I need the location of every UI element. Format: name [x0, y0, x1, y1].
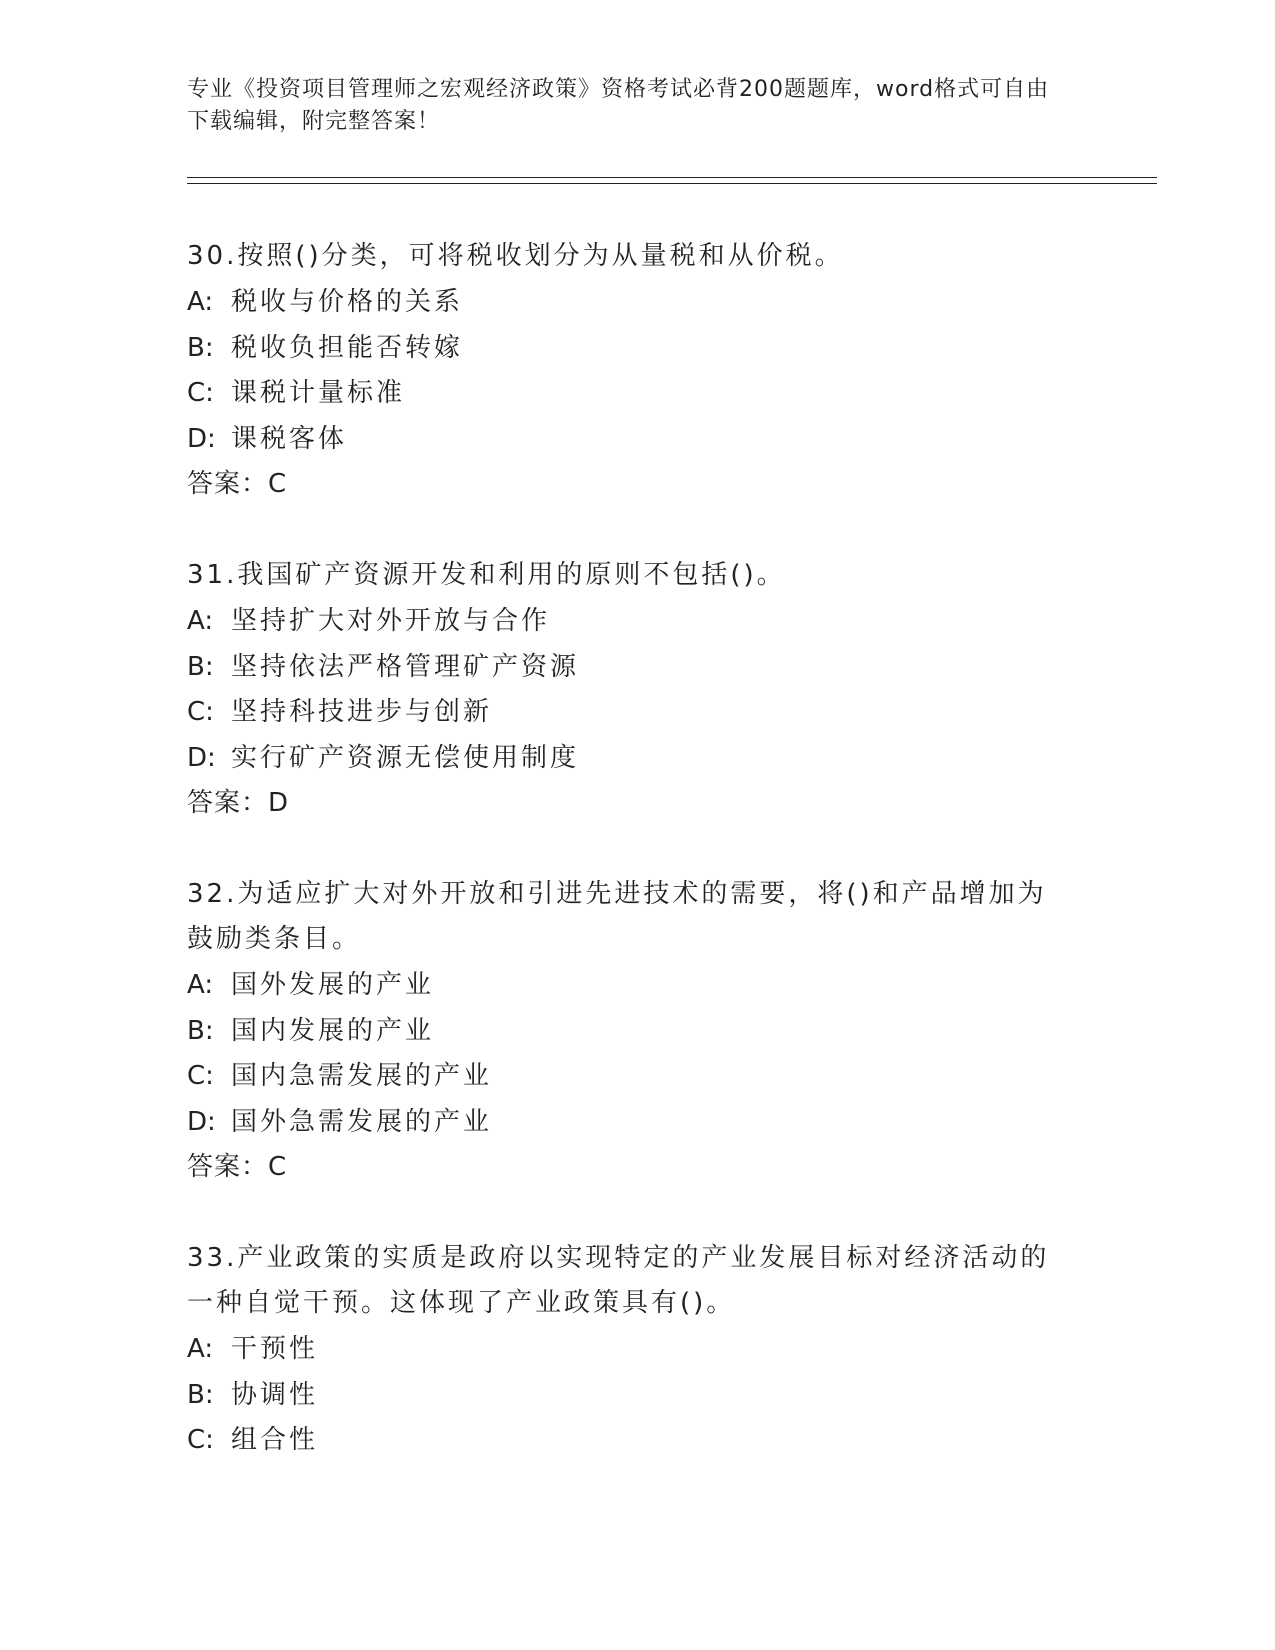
question-stem: 33.产业政策的实质是政府以实现特定的产业发展目标对经济活动的一种自觉干预。这体现了产业政策具有()。: [187, 1243, 1050, 1318]
option-key: C:: [187, 1061, 214, 1091]
question-stem: 32.为适应扩大对外开放和引进先进技术的需要，将()和产品增加为鼓励类条目。: [187, 879, 1047, 954]
option-text: 税收负担能否转嫁: [231, 332, 464, 363]
answer-line: 答案：C: [187, 1152, 288, 1182]
option-d: [187, 417, 1067, 463]
option-key: C:: [187, 1425, 214, 1455]
header-divider-bottom: [187, 183, 1157, 184]
question-stem: 31.我国矿产资源开发和利用的原则不包括()。: [187, 560, 786, 590]
answer-line: 答案：C: [187, 469, 288, 499]
option-text: 组合性: [231, 1425, 319, 1455]
option-a: [187, 280, 1067, 326]
answer-line: 答案：D: [187, 788, 290, 818]
option-b: [187, 326, 1067, 372]
option-key: B:: [187, 1015, 214, 1046]
option-key: A:: [187, 606, 214, 636]
option-c: [187, 1054, 1067, 1100]
question-33: [187, 1236, 1067, 1464]
option-text: 实行矿产资源无偿使用制度: [231, 742, 580, 773]
option-a: [187, 599, 1067, 645]
option-text: 国外急需发展的产业: [231, 1106, 493, 1137]
option-key: D:: [187, 742, 216, 773]
option-key: A:: [187, 1334, 214, 1364]
option-d: [187, 736, 1067, 782]
option-text: 协调性: [231, 1379, 319, 1410]
question-30: [187, 234, 1067, 507]
option-c: [187, 1418, 1067, 1464]
option-text: 国外发展的产业: [231, 970, 435, 1000]
option-key: A:: [187, 970, 214, 1000]
option-key: B:: [187, 1379, 214, 1410]
option-d: [187, 1100, 1067, 1146]
question-31: [187, 553, 1067, 826]
question-stem: 30.按照()分类，可将税收划分为从量税和从价税。: [187, 241, 844, 271]
option-text: 国内发展的产业: [231, 1015, 435, 1046]
option-b: [187, 1373, 1067, 1419]
option-text: 干预性: [231, 1334, 319, 1364]
option-a: [187, 963, 1067, 1009]
question-32: [187, 872, 1067, 1190]
document-intro: 专业《投资项目管理师之宏观经济政策》资格考试必背200题题库，word格式可自由下载编辑，附完整答案！: [187, 77, 1050, 134]
option-text: 税收与价格的关系: [231, 287, 464, 317]
option-key: B:: [187, 332, 214, 363]
option-c: [187, 371, 1067, 417]
option-c: [187, 690, 1067, 736]
option-key: D:: [187, 1106, 216, 1137]
option-key: B:: [187, 651, 214, 682]
option-text: 国内急需发展的产业: [231, 1061, 493, 1091]
header-divider-top: [187, 177, 1157, 178]
option-text: 课税客体: [231, 423, 348, 454]
option-b: [187, 645, 1067, 691]
option-a: [187, 1327, 1067, 1373]
option-text: 坚持依法严格管理矿产资源: [231, 651, 580, 682]
option-key: A:: [187, 287, 214, 317]
option-text: 坚持扩大对外开放与合作: [231, 606, 551, 636]
option-text: 坚持科技进步与创新: [231, 697, 493, 727]
option-key: D:: [187, 423, 216, 454]
option-text: 课税计量标准: [231, 378, 406, 408]
option-key: C:: [187, 697, 214, 727]
option-key: C:: [187, 378, 214, 408]
option-b: [187, 1009, 1067, 1055]
